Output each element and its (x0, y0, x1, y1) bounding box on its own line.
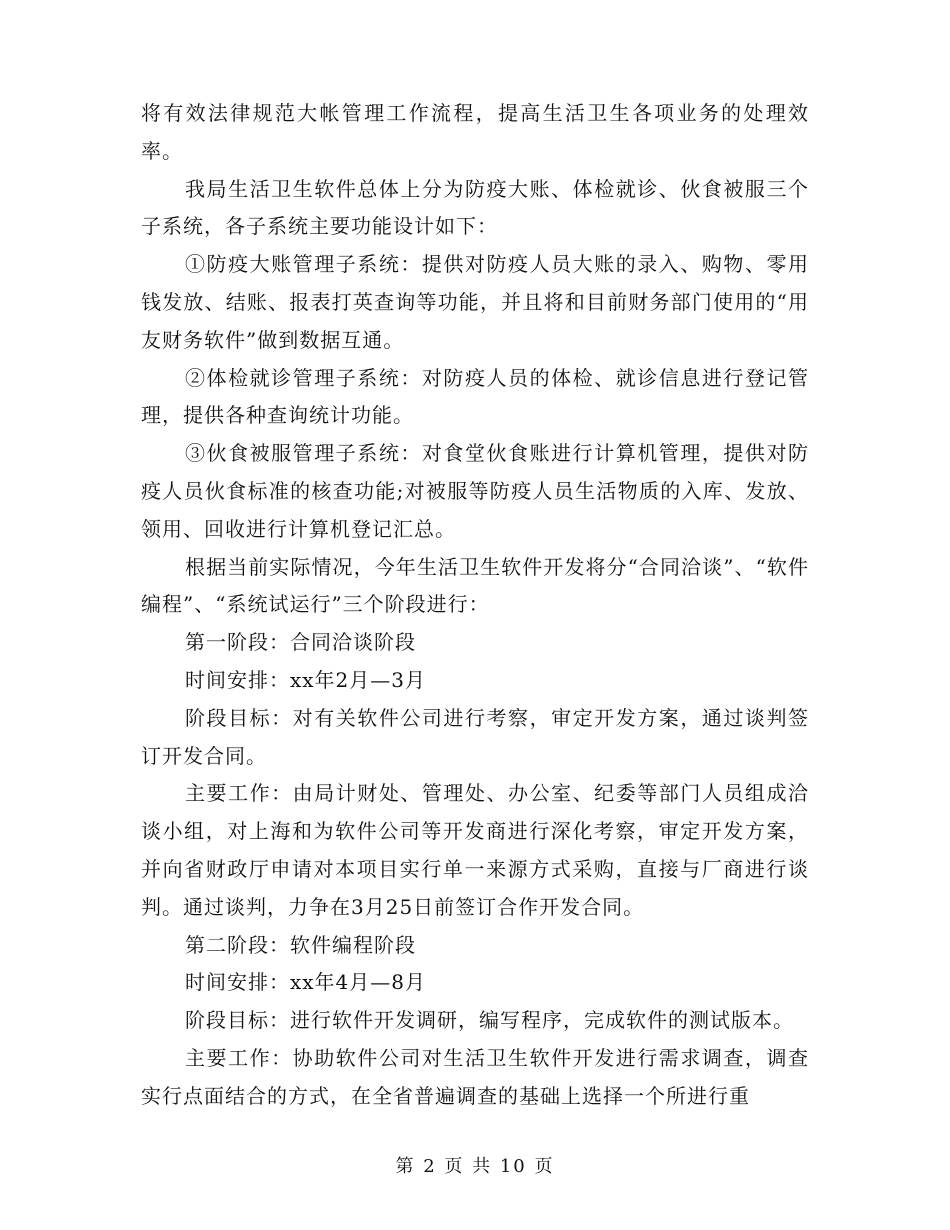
paragraph-phase-1-work: 主要工作：由局计财处、管理处、办公室、纪委等部门人员组成洽谈小组，对上海和为软件公司等开发商进行深化考察，审定开发方案，并向省财政厅申请对本项目实行单一来源方式采购，直接与厂商进行谈判。通过谈判，力争在3月25日前签订合作开发合同。 (141, 781, 809, 919)
paragraph-phase-2-title: 第二阶段：软件编程阶段 (185, 932, 416, 957)
paragraph-phase-1-schedule: 时间安排：xx年2月—3月 (185, 667, 427, 692)
paragraph-continuation: 将有效法律规范大帐管理工作流程，提高生活卫生各项业务的处理效率。 (141, 101, 809, 163)
paragraph-phase-2-work: 主要工作：协助软件公司对生活卫生软件开发进行需求调查，调查实行点面结合的方式，在全省普遍调查的基础上选择一个所进行重 (141, 1045, 809, 1108)
paragraph-subsystem-1: ①防疫大账管理子系统：提供对防疫人员大账的录入、购物、零用钱发放、结账、报表打英查询等功能，并且将和目前财务部门使用的“用友财务软件”做到数据互通。 (141, 252, 809, 352)
page-number-label: 第 2 页 共 10 页 (395, 1156, 555, 1177)
paragraph-phase-1-title: 第一阶段：合同洽谈阶段 (185, 630, 416, 655)
paragraph-phase-2-goal: 阶段目标：进行软件开发调研，编写程序，完成软件的测试版本。 (185, 1008, 794, 1033)
paragraph-phase-1-goal: 阶段目标：对有关软件公司进行考察，审定开发方案，通过谈判签订开发合同。 (141, 705, 809, 768)
paragraph-phase-2-schedule: 时间安排：xx年4月—8月 (185, 970, 427, 995)
page-footer (0, 1152, 950, 1178)
paragraph-phases-intro: 根据当前实际情况，今年生活卫生软件开发将分“合同洽谈”、“软件编程”、“系统试运行”三个阶段进行： (141, 554, 809, 617)
document-body (141, 95, 809, 1116)
paragraph-subsystem-3: ③伙食被服管理子系统：对食堂伙食账进行计算机管理，提供对防疫人员伙食标准的核查功能;对被服等防疫人员生活物质的入库、发放、领用、回收进行计算机登记汇总。 (141, 441, 809, 541)
paragraph-subsystem-2: ②体检就诊管理子系统：对防疫人员的体检、就诊信息进行登记管理，提供各种查询统计功能。 (141, 365, 809, 428)
paragraph-overview: 我局生活卫生软件总体上分为防疫大账、体检就诊、伙食被服三个子系统，各子系统主要功能设计如下： (141, 176, 809, 239)
